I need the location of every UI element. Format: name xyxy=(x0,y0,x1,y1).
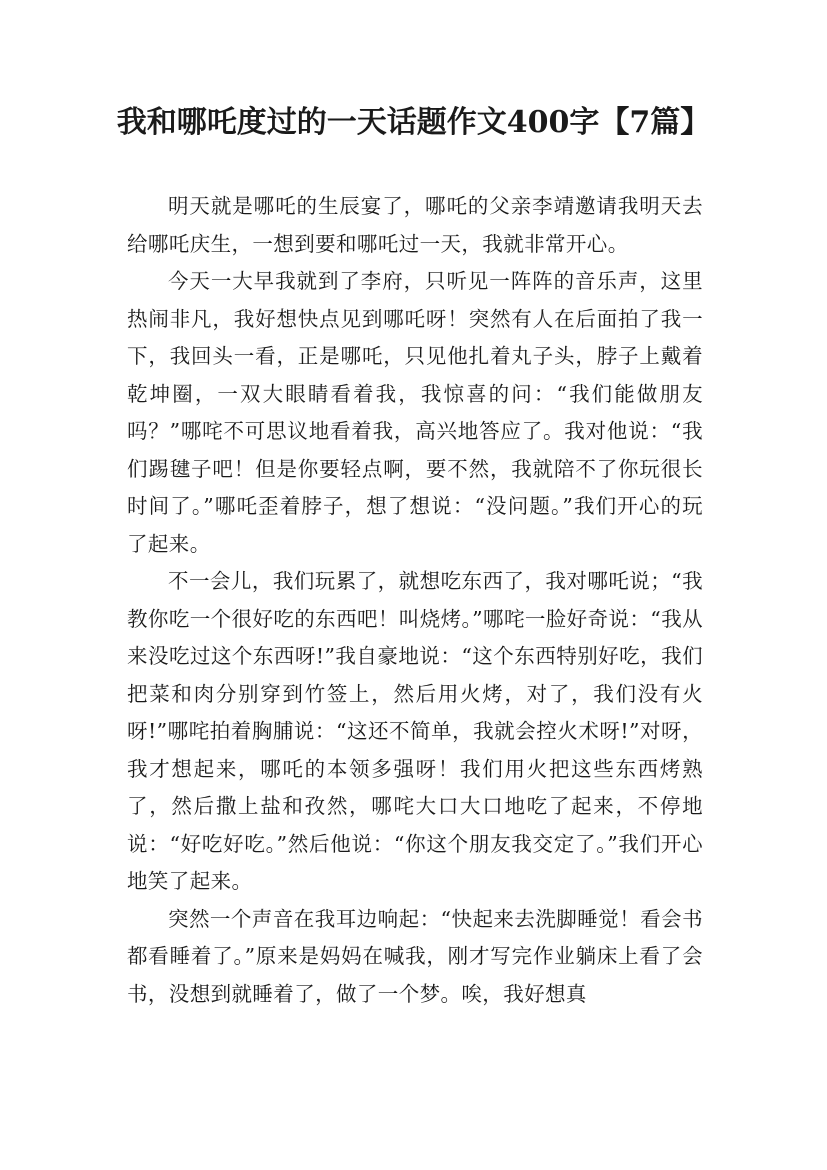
document-body xyxy=(127,188,703,1013)
document-title: 我和哪吒度过的一天话题作文400字【7篇】 xyxy=(116,105,711,140)
paragraph: 不一会儿，我们玩累了，就想吃东西了，我对哪吒说；“我教你吃一个很好吃的东西吧！叫烧烤。”哪咤一脸好奇说：“我从来没吃过这个东西呀!”我自豪地说：“这个东西特别好吃，我们把菜和肉分别穿到竹签上，然后用火烤，对了，我们没有火呀!”哪咤拍着胸脯说：“这还不简单，我就会控火术呀!”对呀，我才想起来，哪吒的本领多强呀！我们用火把这些东西烤熟了，然后撒上盐和孜然，哪咤大口大口地吃了起来，不停地说：“好吃好吃。”然后他说：“你这个朋友我交定了。”我们开心地笑了起来。 xyxy=(127,569,703,893)
paragraph: 明天就是哪吒的生辰宴了，哪吒的父亲李靖邀请我明天去给哪吒庆生，一想到要和哪吒过一天，我就非常开心。 xyxy=(127,194,703,256)
paragraph: 今天一大早我就到了李府，只听见一阵阵的音乐声，这里热闹非凡，我好想快点见到哪吒呀！突然有人在后面拍了我一下，我回头一看，正是哪吒，只见他扎着丸子头，脖子上戴着乾坤圈，一双大眼睛看着我，我惊喜的问：“我们能做朋友吗？”哪咤不可思议地看着我，高兴地答应了。我对他说：“我们踢毽子吧！但是你要轻点啊，要不然，我就陪不了你玩很长时间了。”哪吒歪着脖子，想了想说：“没问题。”我们开心的玩了起来。 xyxy=(127,269,703,556)
paragraph: 突然一个声音在我耳边响起：“快起来去洗脚睡觉！看会书都看睡着了。”原来是妈妈在喊我，刚才写完作业躺床上看了会书，没想到就睡着了，做了一个梦。唉，我好想真 xyxy=(127,906,703,1006)
